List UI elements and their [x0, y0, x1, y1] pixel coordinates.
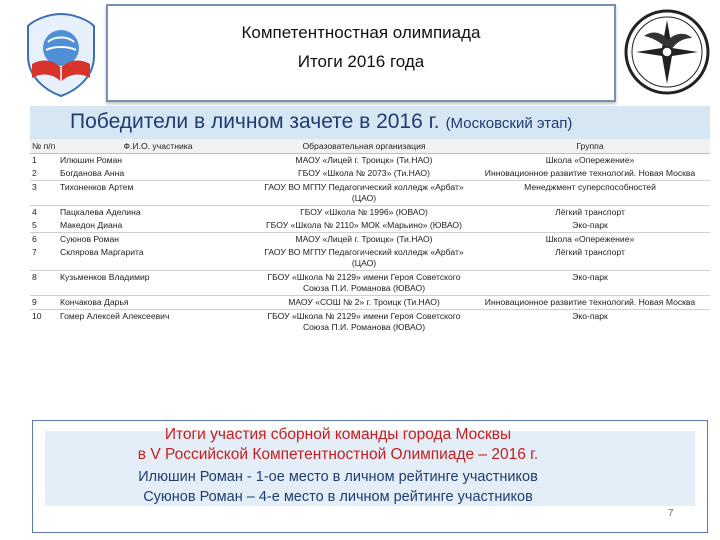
cell-organization: ГАОУ ВО МГПУ Педагогический колледж «Арбат» (ЦАО) — [258, 181, 470, 206]
table-row — [30, 233, 710, 247]
cell-organization: ГБОУ «Школа № 2129» имени Героя Советского Союза П.И. Романова (ЮВАО) — [258, 271, 470, 296]
cell-name: Македон Диана — [58, 219, 258, 233]
subtitle-stage: (Московский этап) — [445, 115, 573, 132]
olympiad-emblem — [622, 6, 712, 98]
table-row — [30, 271, 710, 296]
table-row — [30, 167, 710, 181]
results-title-line-2: в V Российской Компетентностной Олимпиаде – 2016 г. — [137, 446, 539, 463]
table-row — [30, 310, 710, 335]
column-header-organization: Образовательная организация — [258, 139, 470, 154]
cell-organization: ГБОУ «Школа № 2129» имени Героя Советского Союза П.И. Романова (ЮВАО) — [267, 311, 461, 332]
cell-group: Лёгкий транспорт — [555, 207, 625, 217]
table-row — [30, 181, 710, 206]
cell-name: Склярова Маргарита — [58, 246, 258, 271]
cell-group: Эко-парк — [470, 271, 710, 296]
cell-group: Инновационное развитие технологий. Новая Москва — [470, 167, 710, 181]
cell-name: Пацкалева Аделина — [60, 207, 141, 217]
table-row — [30, 206, 710, 220]
cell-group: Лёгкий транспорт — [470, 246, 710, 271]
cell-number: 4 — [32, 207, 37, 217]
cell-organization: ГБОУ «Школа № 2073» (Ти.НАО) — [258, 167, 470, 181]
cell-name: Кончакова Дарья — [58, 296, 258, 310]
education-department-logo — [18, 6, 104, 98]
table-row — [30, 246, 710, 271]
cell-number: 5 — [30, 219, 58, 233]
cell-number: 10 — [32, 311, 42, 321]
cell-group: Эко-парк — [470, 219, 710, 233]
winners-table-container — [30, 139, 710, 421]
cell-group: Школа «Опережение» — [545, 234, 635, 244]
cell-number: 8 — [30, 271, 58, 296]
title-line-2: Итоги 2016 года — [297, 52, 425, 71]
cell-group: Эко-парк — [572, 311, 608, 321]
table-row — [30, 296, 710, 310]
cell-organization: ГБОУ «Школа № 1996» (ЮВАО) — [300, 207, 428, 217]
cell-name: Богданова Анна — [58, 167, 258, 181]
slide-header — [0, 0, 720, 106]
cell-name: Гомер Алексей Алексеевич — [60, 311, 170, 321]
cell-name: Кузьменков Владимир — [58, 271, 258, 296]
cell-organization: МАОУ «Лицей г. Троицк» (Ти.НАО) — [295, 234, 433, 244]
cell-name: Илюшин Роман — [60, 155, 123, 165]
cell-number: 6 — [32, 234, 37, 244]
winners-table — [30, 139, 710, 334]
subtitle-main: Победители в личном зачете в 2016 г. — [70, 110, 440, 133]
title-line-1: Компетентностная олимпиада — [241, 23, 481, 42]
cell-group: Инновационное развитие технологий. Новая Москва — [470, 296, 710, 310]
table-row — [30, 154, 710, 168]
results-line-2: Суюнов Роман – 4-е место в личном рейтинге участников — [143, 489, 533, 505]
table-row — [30, 219, 710, 233]
column-header-number: № п/п — [30, 139, 58, 154]
table-header-row — [30, 139, 710, 154]
cell-number: 1 — [32, 155, 37, 165]
cell-organization: МАОУ «Лицей г. Троицк» (Ти.НАО) — [295, 155, 433, 165]
cell-number: 9 — [30, 296, 58, 310]
cell-organization: ГАОУ ВО МГПУ Педагогический колледж «Арбат» (ЦАО) — [258, 246, 470, 271]
cell-number: 3 — [30, 181, 58, 206]
results-line-1: Илюшин Роман - 1-ое место в личном рейтинге участников — [138, 469, 538, 485]
column-header-group: Группа — [470, 139, 710, 154]
cell-number: 7 — [30, 246, 58, 271]
cell-name: Суюнов Роман — [60, 234, 119, 244]
cell-name: Тихоненков Артем — [58, 181, 258, 206]
cell-organization: МАОУ «СОШ № 2» г. Троицк (Ти.НАО) — [258, 296, 470, 310]
slide-title — [106, 18, 616, 76]
column-header-name: Ф.И.О. участника — [58, 139, 258, 154]
cell-organization: ГБОУ «Школа № 2110» МОК «Марьино» (ЮВАО) — [258, 219, 470, 233]
cell-group: Менеджмент суперспособностей — [470, 181, 710, 206]
cell-group: Школа «Опережение» — [545, 155, 635, 165]
cell-number: 2 — [30, 167, 58, 181]
results-title-line-1: Итоги участия сборной команды города Москвы — [164, 426, 512, 443]
page-number: 7 — [668, 508, 674, 519]
winners-subtitle — [70, 110, 710, 138]
